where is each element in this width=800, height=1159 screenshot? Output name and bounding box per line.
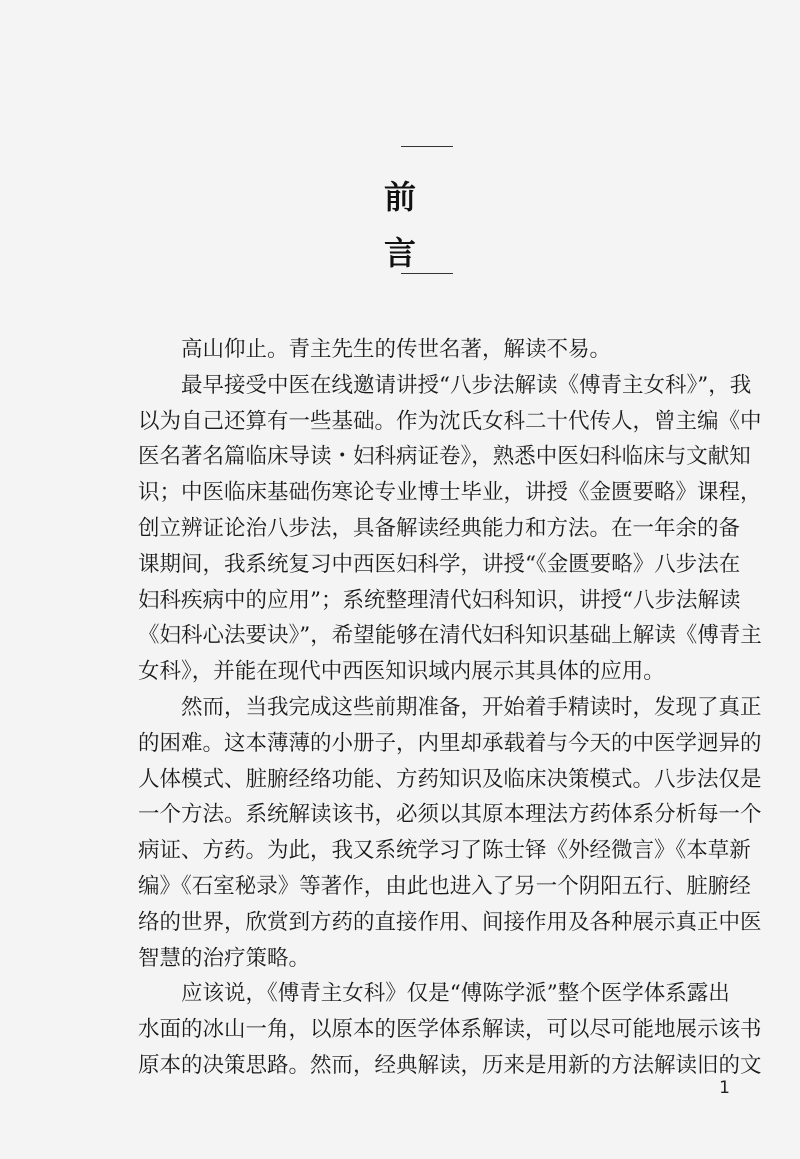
paragraph-3-line-2: 的困难。这本薄薄的小册子，内里却承载着与今天的中医学迥异的 <box>138 730 762 756</box>
paragraph-3-line-1: 然而，当我完成这些前期准备，开始着手精读时，发现了真正 <box>181 694 762 720</box>
paragraph-2-line-7: 妇科疾病中的应用”；系统整理清代妇科知识，讲授“八步法解读 <box>138 587 741 613</box>
paragraph-1-line-1: 高山仰止。青主先生的传世名著，解读不易。 <box>181 337 612 362</box>
paragraph-2-line-9: 女科》，并能在现代中西医知识域内展示其具体的应用。 <box>138 659 665 685</box>
paragraph-2-line-5: 创立辨证论治八步法，具备解读经典能力和方法。在一年余的备 <box>138 515 741 541</box>
page-number: 1 <box>719 1078 730 1098</box>
paragraph-3-line-7: 络的世界，欣赏到方药的直接作用、间接作用及各种展示真正中医 <box>138 909 762 935</box>
paragraph-3-line-5: 病证、方药。为此，我又系统学习了陈士铎《外经微言》《本草新 <box>138 838 751 864</box>
title-rule-top <box>401 146 453 147</box>
body-text <box>138 332 762 1084</box>
page-title-first-char: 前 <box>383 178 416 216</box>
page-title-second-char: 言 <box>383 234 416 272</box>
paragraph-3-line-3: 人体模式、脏腑经络功能、方药知识及临床决策模式。八步法仅是 <box>138 766 762 792</box>
paragraph-2-line-8: 《妇科心法要诀》”，希望能够在清代妇科知识基础上解读《傅青主 <box>138 623 762 649</box>
paragraph-3-line-8: 智慧的治疗策略。 <box>138 945 311 971</box>
paragraph-2-line-4: 识；中医临床基础伤寒论专业博士毕业，讲授《金匮要略》课程， <box>138 480 762 506</box>
title-rule-bottom <box>401 273 453 274</box>
paragraph-4-line-1: 应该说，《傅青主女科》仅是“傅陈学派”整个医学体系露出 <box>181 981 730 1007</box>
paragraph-2-line-6: 课期间，我系统复习中西医妇科学，讲授“《金匮要略》八步法在 <box>138 551 741 577</box>
paragraph-2-line-3: 医名著名篇临床导读・妇科病证卷》，熟悉中医妇科临床与文献知 <box>138 444 751 470</box>
paragraph-3-line-6: 编》《石室秘录》等著作，由此也进入了另一个阴阳五行、脏腑经 <box>138 873 751 899</box>
paragraph-4-line-3: 原本的决策思路。然而，经典解读，历来是用新的方法解读旧的文 <box>138 1052 762 1078</box>
paragraph-4-line-2: 水面的冰山一角，以原本的医学体系解读，可以尽可能地展示该书 <box>138 1017 762 1043</box>
paragraph-3-line-4: 一个方法。系统解读该书，必须以其原本理法方药体系分析每一个 <box>138 802 762 828</box>
paragraph-2-line-1: 最早接受中医在线邀请讲授“八步法解读《傅青主女科》”，我 <box>181 372 752 398</box>
paragraph-2-line-2: 以为自己还算有一些基础。作为沈氏女科二十代传人，曾主编《中 <box>138 408 762 434</box>
